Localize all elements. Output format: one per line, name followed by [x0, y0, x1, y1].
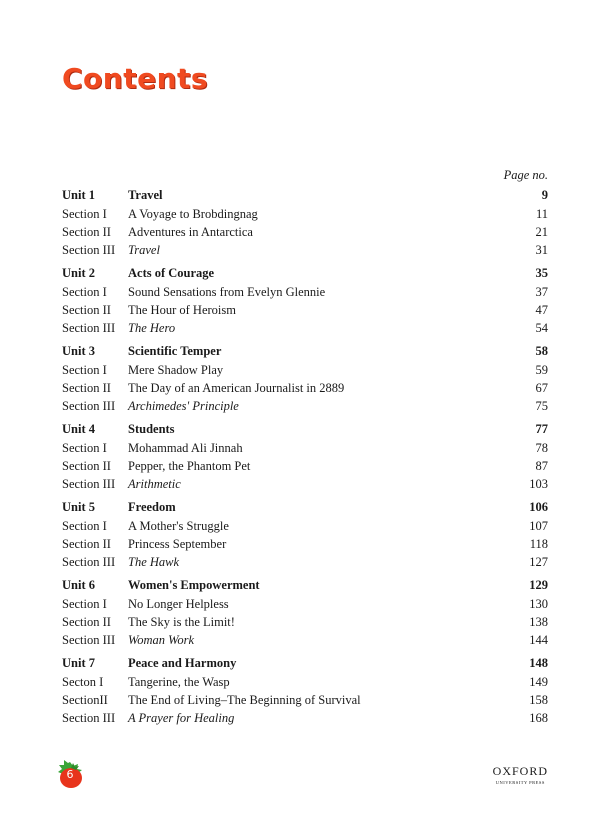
unit-label: Unit 3	[62, 344, 95, 358]
section-title: The Hero	[128, 321, 176, 335]
section-title: The End of Living–The Beginning of Survival	[128, 693, 361, 707]
section-title: A Prayer for Healing	[128, 711, 235, 725]
section-title: The Hour of Heroism	[128, 303, 236, 317]
section-page: 78	[535, 441, 548, 455]
unit-row	[62, 576, 548, 595]
section-row	[62, 535, 548, 553]
unit-block	[62, 420, 548, 493]
section-title: The Day of an American Journalist in 2889	[128, 381, 345, 395]
section-title: Mere Shadow Play	[128, 363, 224, 377]
unit-page: 129	[529, 578, 548, 592]
section-label: Section III	[62, 477, 116, 491]
section-row	[62, 475, 548, 493]
unit-row	[62, 420, 548, 439]
section-page: 21	[535, 225, 548, 239]
unit-label: Unit 1	[62, 188, 95, 202]
section-title: Princess September	[128, 537, 227, 551]
section-title: A Mother's Struggle	[128, 519, 229, 533]
section-row	[62, 397, 548, 415]
section-label: Section III	[62, 555, 116, 569]
unit-label: Unit 5	[62, 500, 95, 514]
section-row	[62, 673, 548, 691]
section-label: Section III	[62, 243, 116, 257]
unit-page: 9	[541, 188, 548, 202]
section-row	[62, 439, 548, 457]
section-title: No Longer Helpless	[128, 597, 229, 611]
section-row	[62, 613, 548, 631]
section-page: 103	[529, 477, 548, 491]
section-label: Section III	[62, 321, 116, 335]
section-label: Section I	[62, 285, 107, 299]
section-page: 75	[535, 399, 548, 413]
unit-label: Unit 2	[62, 266, 95, 280]
section-row	[62, 361, 548, 379]
section-label: Section III	[62, 633, 116, 647]
section-row	[62, 553, 548, 571]
section-page: 144	[529, 633, 548, 647]
section-page: 149	[529, 675, 548, 689]
section-page: 118	[529, 537, 548, 551]
section-title: Travel	[128, 243, 160, 257]
unit-block	[62, 498, 548, 571]
section-row	[62, 379, 548, 397]
section-row	[62, 709, 548, 727]
section-page: 127	[529, 555, 548, 569]
unit-block	[62, 576, 548, 649]
section-label: SectionII	[62, 693, 108, 707]
section-page: 67	[535, 381, 548, 395]
page-number: 6	[66, 768, 74, 781]
unit-page: 77	[535, 422, 548, 436]
section-page: 59	[535, 363, 548, 377]
section-label: Section II	[62, 615, 111, 629]
section-row	[62, 241, 548, 259]
unit-page: 106	[529, 500, 548, 514]
page-no-header: Page no.	[503, 168, 548, 182]
unit-label: Unit 6	[62, 578, 95, 592]
oxford-logo	[493, 764, 548, 785]
section-page: 11	[535, 207, 548, 221]
unit-row	[62, 342, 548, 361]
section-row	[62, 691, 548, 709]
section-title: The Sky is the Limit!	[128, 615, 235, 629]
unit-title: Travel	[128, 188, 163, 202]
section-title: Woman Work	[128, 633, 195, 647]
unit-block	[62, 654, 548, 727]
section-label: Section III	[62, 399, 116, 413]
section-label: Section I	[62, 207, 107, 221]
section-title: Adventures in Antarctica	[128, 225, 253, 239]
section-page: 158	[529, 693, 548, 707]
table-of-contents	[62, 186, 548, 732]
section-page: 107	[529, 519, 548, 533]
unit-row	[62, 498, 548, 517]
unit-row	[62, 654, 548, 673]
section-title: Pepper, the Phantom Pet	[128, 459, 251, 473]
section-label: Section III	[62, 711, 116, 725]
unit-title: Peace and Harmony	[128, 656, 237, 670]
section-row	[62, 595, 548, 613]
unit-row	[62, 186, 548, 205]
unit-title: Scientific Temper	[128, 344, 222, 358]
section-row	[62, 283, 548, 301]
page-number-badge	[50, 758, 90, 792]
section-page: 54	[535, 321, 548, 335]
unit-title: Students	[128, 422, 175, 436]
section-page: 47	[535, 303, 548, 317]
section-title: The Hawk	[128, 555, 180, 569]
unit-block	[62, 186, 548, 259]
section-row	[62, 301, 548, 319]
unit-row	[62, 264, 548, 283]
section-page: 130	[529, 597, 548, 611]
section-page: 168	[529, 711, 548, 725]
unit-title: Women's Empowerment	[128, 578, 260, 592]
unit-block	[62, 264, 548, 337]
section-title: Archimedes' Principle	[128, 399, 239, 413]
section-row	[62, 631, 548, 649]
section-label: Section II	[62, 381, 111, 395]
unit-block	[62, 342, 548, 415]
section-label: Section II	[62, 303, 111, 317]
section-label: Section I	[62, 441, 107, 455]
unit-label: Unit 4	[62, 422, 95, 436]
section-label: Section II	[62, 225, 111, 239]
page-title: Contents	[62, 62, 209, 95]
section-label: Section I	[62, 597, 107, 611]
section-page: 37	[535, 285, 548, 299]
section-row	[62, 457, 548, 475]
section-label: Section I	[62, 519, 107, 533]
section-label: Secton I	[62, 675, 104, 689]
section-label: Section I	[62, 363, 107, 377]
section-title: Arithmetic	[128, 477, 181, 491]
unit-page: 148	[529, 656, 548, 670]
section-title: A Voyage to Brobdingnag	[128, 207, 258, 221]
unit-page: 35	[535, 266, 548, 280]
section-page: 31	[535, 243, 548, 257]
section-title: Tangerine, the Wasp	[128, 675, 230, 689]
section-page: 138	[529, 615, 548, 629]
section-title: Sound Sensations from Evelyn Glennie	[128, 285, 326, 299]
section-row	[62, 319, 548, 337]
section-row	[62, 205, 548, 223]
section-label: Section II	[62, 459, 111, 473]
unit-label: Unit 7	[62, 656, 95, 670]
section-title: Mohammad Ali Jinnah	[128, 441, 243, 455]
section-row	[62, 223, 548, 241]
publisher-subtitle: UNIVERSITY PRESS	[495, 780, 545, 785]
unit-page: 58	[535, 344, 548, 358]
unit-title: Acts of Courage	[128, 266, 215, 280]
unit-title: Freedom	[128, 500, 176, 514]
section-page: 87	[535, 459, 548, 473]
section-row	[62, 517, 548, 535]
publisher-name: OXFORD	[492, 764, 548, 778]
section-label: Section II	[62, 537, 111, 551]
